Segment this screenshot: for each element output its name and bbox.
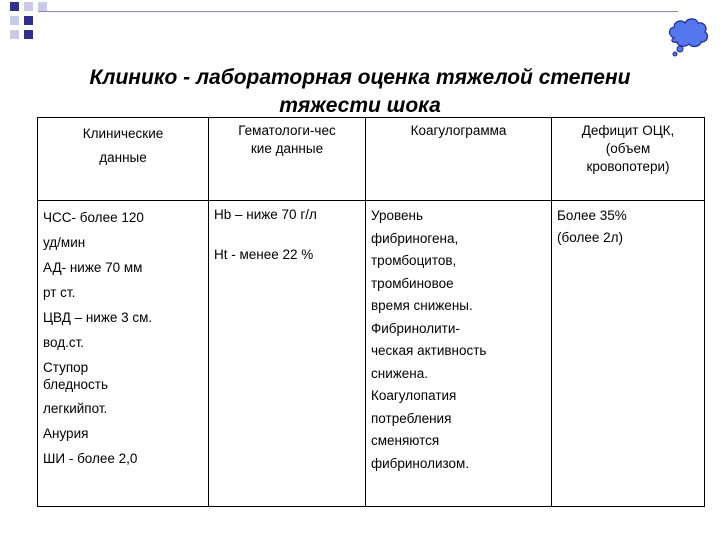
title-line-1: Клинико - лабораторная оценка тяжелой степени (89, 66, 631, 89)
header-hematology: Гематологи-чес кие данные (209, 118, 366, 201)
header-clinical: Клинические данные (38, 118, 209, 201)
title-line-2: тяжести шока (279, 94, 441, 117)
header-divider (38, 11, 678, 12)
table-row (38, 201, 705, 507)
cell-coagulogram: Уровень фибриногена, тромбоцитов, тромбиновое время снижены. Фибринолити- ческая активность снижена. Коагулопатия потребления сменяются фибринолизом. (366, 201, 552, 507)
table-header-row (38, 118, 705, 201)
page-title (20, 64, 700, 120)
shock-assessment-table (37, 117, 705, 507)
cell-deficit: Более 35% (более 2л) (552, 201, 705, 507)
thought-cloud-icon (664, 14, 712, 58)
header-coagulogram: Коагулограмма (366, 118, 552, 201)
cell-clinical: ЧСС- более 120 уд/мин АД- ниже 70 мм рт ст. ЦВД – ниже 3 см. вод.ст. Ступор бледность легкийпот. Анурия ШИ - более 2,0 (38, 201, 209, 507)
header-deficit: Дефицит ОЦК, (объем кровопотери) (552, 118, 705, 201)
cell-hematology: Hb – ниже 70 г/л Ht - менее 22 % (209, 201, 366, 507)
